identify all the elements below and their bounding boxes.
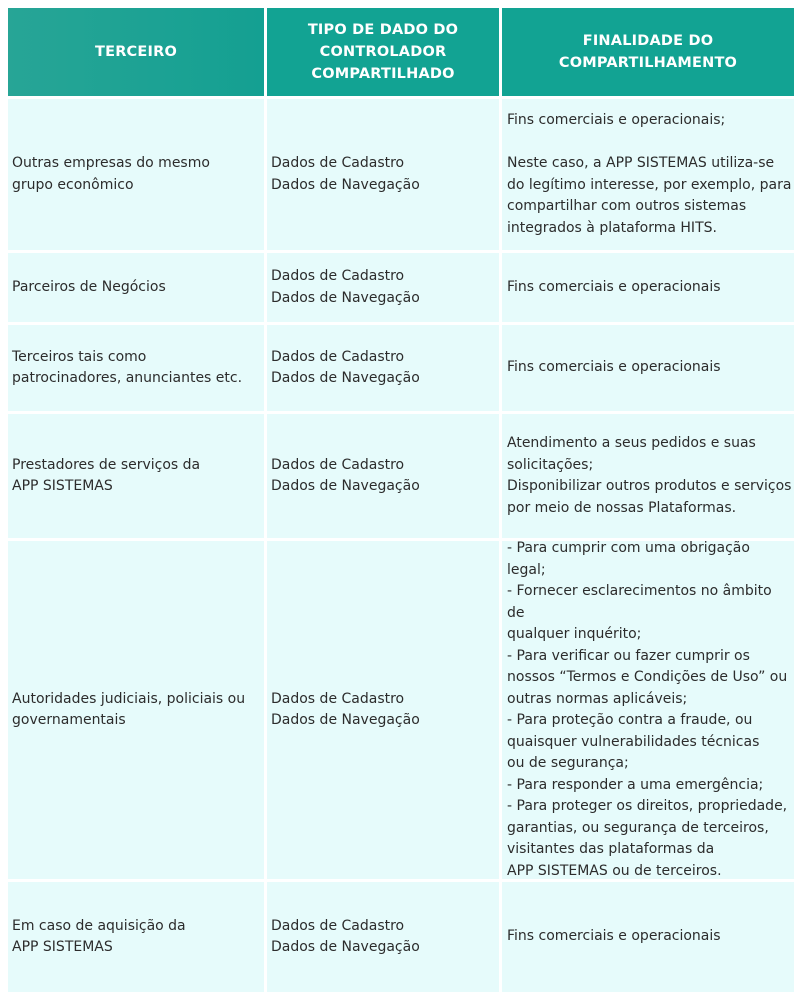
- row-6-finalidade: Fins comerciais e operacionais: [502, 882, 794, 992]
- row-6-tipo: Dados de Cadastro Dados de Navegação: [267, 882, 499, 992]
- row-1-finalidade: Fins comerciais e operacionais; Neste caso, a APP SISTEMAS utiliza-se do legítimo interesse, por exemplo, para compartilhar com outros sistemas integrados à plataforma HITS.: [502, 99, 794, 250]
- header-terceiro: TERCEIRO: [8, 8, 264, 96]
- row-1-tipo: Dados de Cadastro Dados de Navegação: [267, 99, 499, 250]
- row-3-tipo: Dados de Cadastro Dados de Navegação: [267, 325, 499, 411]
- row-3-finalidade: Fins comerciais e operacionais: [502, 325, 794, 411]
- row-6-terceiro: Em caso de aquisição da APP SISTEMAS: [8, 882, 264, 992]
- row-3-terceiro: Terceiros tais como patrocinadores, anunciantes etc.: [8, 325, 264, 411]
- row-5-finalidade: - Para cumprir com uma obrigação legal; - Fornecer esclarecimentos no âmbito de qualquer inquérito; - Para verificar ou fazer cumprir os nossos “Termos e Condições de Uso” ou outras normas aplicáveis; - Para proteção contra a fraude, ou quaisquer vulnerabilidades técnicas ou de segurança; - Para responder a uma emergência; - Para proteger os direitos, propriedade, garantias, ou segurança de terceiros, visitantes das plataformas da APP SISTEMAS ou de terceiros.: [502, 541, 794, 879]
- row-2-terceiro: Parceiros de Negócios: [8, 253, 264, 322]
- row-4-terceiro: Prestadores de serviços da APP SISTEMAS: [8, 414, 264, 538]
- row-4-tipo: Dados de Cadastro Dados de Navegação: [267, 414, 499, 538]
- row-1-terceiro: Outras empresas do mesmo grupo econômico: [8, 99, 264, 250]
- data-sharing-table: [8, 8, 794, 992]
- header-finalidade: FINALIDADE DO COMPARTILHAMENTO: [502, 8, 794, 96]
- header-tipo-de-dado: TIPO DE DADO DO CONTROLADOR COMPARTILHADO: [267, 8, 499, 96]
- row-4-finalidade: Atendimento a seus pedidos e suas solicitações; Disponibilizar outros produtos e serviços por meio de nossas Plataformas.: [502, 414, 794, 538]
- row-2-tipo: Dados de Cadastro Dados de Navegação: [267, 253, 499, 322]
- row-5-tipo: Dados de Cadastro Dados de Navegação: [267, 541, 499, 879]
- row-2-finalidade: Fins comerciais e operacionais: [502, 253, 794, 322]
- row-5-terceiro: Autoridades judiciais, policiais ou governamentais: [8, 541, 264, 879]
